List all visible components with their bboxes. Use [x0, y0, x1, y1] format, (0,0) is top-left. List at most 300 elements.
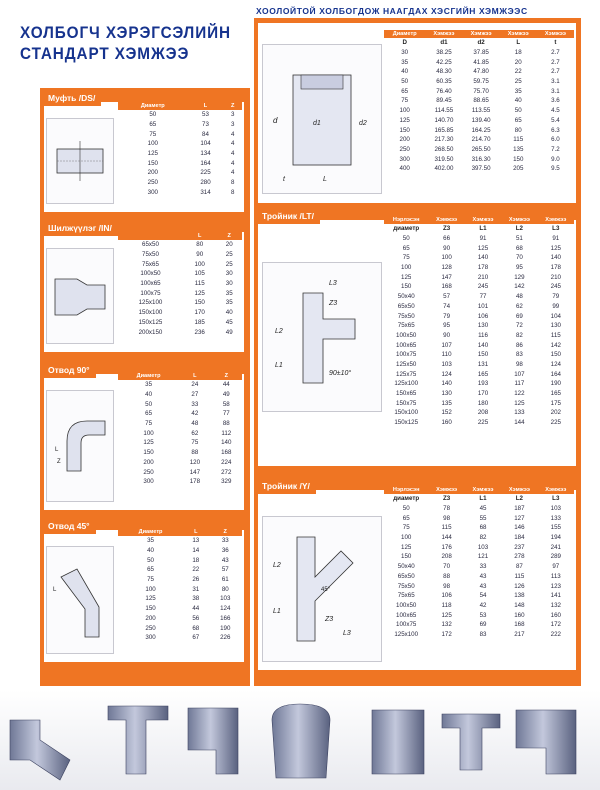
table-row [384, 523, 574, 533]
table-cell: 150 [401, 553, 412, 561]
table-cell: 132 [441, 621, 452, 629]
table-cell: 88.65 [473, 97, 489, 105]
table-cell: 44 [222, 381, 230, 389]
table-cell: 50 [402, 505, 410, 513]
column-header: L [179, 372, 210, 380]
table-cell: 110 [441, 351, 452, 359]
table-cell: 115 [441, 524, 452, 532]
table-row [118, 546, 242, 556]
table-row [118, 149, 242, 159]
cross-fitting-photo [442, 714, 500, 770]
table-cell: 150 [401, 283, 412, 291]
table-cell: 176 [441, 543, 452, 551]
table-row [118, 158, 242, 168]
table-cell: 194 [550, 534, 561, 542]
pipe-socket-drawing [263, 45, 381, 193]
table-cell: 175 [550, 399, 561, 407]
table-cell: 123 [550, 582, 561, 590]
table-cell: 33 [191, 400, 199, 408]
table-row [384, 311, 574, 321]
table-cell: 139.40 [471, 116, 491, 124]
reducer-drawing [47, 249, 113, 343]
table-cell: 170 [477, 390, 489, 398]
y-label-l3: L3 [343, 630, 351, 637]
table-cell: 113 [550, 572, 561, 580]
table-cell: 99 [552, 302, 560, 310]
table-row [118, 390, 242, 400]
table-cell: 100 [143, 429, 154, 437]
table-cell: 65 [147, 566, 154, 574]
table-cell: 120 [189, 458, 201, 466]
pipe-label-d: d [273, 116, 278, 125]
table-cell: 121 [477, 553, 489, 561]
table-cell: 33 [221, 537, 229, 545]
page-subtitle: ХООЛОЙТОЙ ХОЛБОГДОЖ НААГДАХ ХЭСГИЙН ХЭМЖЭЭС [256, 6, 528, 16]
table-cell: 35 [225, 289, 233, 297]
table-row [118, 327, 242, 337]
table-cell: 50 [401, 78, 409, 86]
table-cell: 200 [147, 169, 158, 177]
table-row [384, 601, 574, 611]
table-cell: 58 [222, 400, 230, 408]
tee-side-fitting-photo [516, 710, 576, 774]
column-subheader: Z3 [443, 495, 451, 503]
elbow90-label-z: Z [57, 459, 61, 465]
table-cell: 133 [550, 514, 561, 522]
table-cell: 104 [200, 140, 211, 148]
table-row [384, 48, 574, 58]
table-row [384, 77, 574, 87]
table-row [384, 389, 574, 399]
table-cell: 164 [550, 370, 561, 378]
table-cell: 100 [441, 254, 452, 262]
table-cell: 245 [550, 283, 561, 291]
table-cell: 65 [145, 410, 153, 418]
table-cell: 115 [550, 331, 561, 339]
table-cell: 300 [143, 478, 154, 486]
table-row [118, 188, 242, 198]
pipe-label-l: L [323, 176, 327, 183]
table-cell: 241 [550, 543, 561, 551]
table-row [384, 340, 574, 350]
table-cell: 65 [402, 244, 410, 252]
table-cell: 130 [441, 390, 452, 398]
lt-label-z3: Z3 [329, 300, 338, 307]
table-cell: 4 [230, 150, 235, 158]
table-cell: 40 [401, 68, 409, 76]
table-cell: 47.80 [473, 68, 489, 76]
table-cell: 130 [550, 322, 561, 330]
table-cell: 98 [515, 360, 523, 368]
table-row [118, 380, 242, 390]
y-label-angle: 45° [321, 587, 331, 593]
table-cell: 100 [401, 534, 412, 542]
table-row [118, 399, 242, 409]
table-cell: 187 [514, 505, 525, 513]
table-cell: 100x75 [396, 621, 417, 629]
table-cell: 86 [515, 341, 523, 349]
table-cell: 35 [147, 537, 154, 545]
table-cell: 210 [477, 273, 489, 281]
table-cell: 75 [147, 576, 154, 584]
table-cell: 100 [145, 585, 156, 593]
table-row [384, 562, 574, 572]
table-cell: 150x65 [396, 390, 417, 398]
table-cell: 25 [225, 251, 233, 259]
table-cell: 57 [443, 293, 451, 301]
table-cell: 88 [222, 420, 230, 428]
table-cell: 150x100 [138, 309, 163, 317]
table-row [118, 448, 242, 458]
table-cell: 116 [478, 331, 488, 339]
table-cell: 75 [145, 420, 153, 428]
table-cell: 222 [550, 630, 561, 638]
table-cell: 20 [225, 241, 233, 249]
table-cell: 83 [479, 630, 487, 638]
table-cell: 124 [220, 605, 231, 613]
header-row [384, 216, 574, 224]
column-subheader: L3 [552, 225, 560, 233]
in-diagram [46, 248, 114, 344]
table-cell: 75x50 [397, 582, 415, 590]
table-cell: 134 [200, 150, 211, 158]
pipe-label-d1: d1 [313, 120, 321, 127]
lt-table [384, 216, 574, 427]
table-row [384, 106, 574, 116]
table-cell: 180 [477, 399, 489, 407]
column-header: Хэмжээ [465, 486, 501, 494]
table-cell: 125x100 [138, 299, 163, 307]
table-cell: 48.30 [436, 68, 452, 76]
table-cell: 100x50 [396, 601, 417, 609]
column-subheader: L1 [479, 495, 487, 503]
elbow90-drawing [47, 391, 113, 501]
table-row [118, 110, 242, 120]
table-cell: 185 [194, 318, 205, 326]
table-cell: 265.50 [471, 145, 491, 153]
table-cell: 190 [220, 624, 231, 632]
table-cell: 329 [221, 478, 232, 486]
ds-section-title: Муфть /DS/ [42, 90, 101, 106]
lt-label-l1: L1 [275, 362, 283, 369]
table-cell: 125 [514, 399, 525, 407]
table-row [384, 125, 574, 135]
table-cell: 75 [402, 254, 410, 262]
pipe-table [384, 30, 574, 174]
table-cell: 268.50 [434, 145, 454, 153]
table-cell: 125 [147, 150, 158, 158]
reducer-fitting-photo [272, 704, 330, 778]
y-table [384, 486, 574, 639]
table-row [118, 240, 242, 250]
table-row [118, 409, 242, 419]
table-cell: 106 [441, 592, 452, 600]
table-cell: 50 [402, 235, 410, 243]
table-cell: 400 [399, 165, 410, 173]
table-cell: 4 [230, 159, 235, 167]
e45-table [118, 528, 242, 643]
table-cell: 118 [441, 601, 452, 609]
table-cell: 73 [202, 121, 209, 129]
table-cell: 168 [221, 449, 232, 457]
lt-section-title: Тройник /LT/ [256, 208, 320, 224]
table-cell: 49 [225, 328, 233, 336]
table-cell: 65x50 [397, 302, 415, 310]
table-cell: 100x50 [140, 270, 161, 278]
page-title [20, 22, 232, 64]
table-cell: 125 [550, 244, 561, 252]
table-cell: 84 [202, 130, 209, 138]
table-row [118, 279, 242, 289]
table-cell: 150x100 [394, 409, 419, 417]
table-cell: 62 [191, 429, 199, 437]
table-cell: 165 [550, 390, 561, 398]
table-row [118, 428, 242, 438]
table-cell: 25 [514, 78, 522, 86]
table-cell: 51 [515, 235, 523, 243]
table-cell: 278 [514, 553, 525, 561]
e45-diagram [46, 546, 114, 654]
table-cell: 75x50 [397, 312, 415, 320]
table-cell: 49 [222, 391, 230, 399]
table-cell: 50x40 [397, 293, 415, 301]
column-header: Хэмжээ [428, 486, 464, 494]
table-cell: 13 [192, 537, 200, 545]
fittings-photo [0, 690, 600, 790]
table-cell: 70 [515, 254, 523, 262]
table-cell: 54 [479, 592, 487, 600]
table-cell: 75x65 [142, 260, 159, 268]
lt-label-l2: L2 [275, 328, 283, 335]
subheader-row [384, 38, 574, 48]
column-header: Хэмжээ [463, 30, 500, 38]
table-cell: 42.25 [436, 58, 452, 66]
table-row [384, 513, 574, 523]
table-cell: 42 [191, 410, 199, 418]
table-row [384, 145, 574, 155]
table-cell: 4.5 [551, 107, 560, 115]
table-cell: 150 [143, 449, 154, 457]
column-header: Хэмжээ [538, 486, 574, 494]
table-cell: 115 [513, 136, 524, 144]
table-cell: 9.5 [551, 165, 560, 173]
column-header: Диаметр [118, 372, 179, 380]
table-cell: 75 [402, 524, 410, 532]
table-cell: 103 [441, 360, 452, 368]
table-cell: 125 [441, 611, 452, 619]
table-cell: 150x75 [396, 399, 417, 407]
table-cell: 68 [479, 524, 487, 532]
table-cell: 107 [441, 341, 452, 349]
table-cell: 100x75 [140, 289, 161, 297]
table-cell: 40 [514, 97, 522, 105]
table-cell: 225 [477, 419, 489, 427]
table-cell: 75 [149, 130, 157, 138]
table-cell: 300 [147, 188, 158, 196]
header-row [118, 102, 242, 110]
table-cell: 50 [147, 556, 154, 564]
table-cell: 35 [514, 87, 522, 95]
lt-label-l3: L3 [329, 280, 337, 287]
table-cell: 190 [550, 380, 561, 388]
table-cell: 184 [514, 534, 525, 542]
table-cell: 150x125 [394, 419, 419, 427]
table-cell: 170 [194, 309, 205, 317]
table-cell: 250 [145, 624, 156, 632]
table-cell: 2.7 [551, 58, 560, 66]
table-cell: 214.70 [471, 136, 491, 144]
table-cell: 3.1 [551, 78, 560, 86]
table-row [118, 623, 242, 633]
table-cell: 57 [221, 566, 229, 574]
table-cell: 150 [513, 155, 524, 163]
table-cell: 133 [514, 409, 525, 417]
table-row [384, 135, 574, 145]
table-cell: 165 [477, 370, 489, 378]
table-cell: 100 [147, 140, 158, 148]
table-row [384, 398, 574, 408]
table-cell: 68 [192, 624, 200, 632]
column-header: Хэмжээ [425, 30, 462, 38]
table-cell: 30 [401, 49, 409, 57]
header-row [118, 232, 242, 240]
table-cell: 30 [225, 280, 233, 288]
table-row [118, 458, 242, 468]
y-label-z3: Z3 [325, 616, 334, 623]
table-cell: 125x50 [396, 360, 417, 368]
table-cell: 26 [192, 576, 200, 584]
y-label-l2: L2 [273, 562, 281, 569]
table-cell: 150 [399, 126, 410, 134]
table-cell: 67 [192, 634, 200, 642]
table-row [118, 477, 242, 487]
table-row [384, 572, 574, 582]
table-cell: 217 [514, 630, 525, 638]
ds-table [118, 102, 242, 197]
table-cell: 35 [225, 299, 233, 307]
table-cell: 250 [147, 179, 158, 187]
column-subheader: d2 [477, 39, 485, 47]
title-line-2: СТАНДАРТ ХЭМЖЭЭ [20, 44, 190, 63]
table-cell: 106 [477, 312, 489, 320]
table-row [384, 253, 574, 263]
table-row [384, 263, 574, 273]
table-cell: 18 [514, 49, 522, 57]
column-header: Z [211, 372, 242, 380]
table-cell: 95 [443, 322, 451, 330]
table-cell: 397.50 [471, 165, 491, 173]
table-cell: 78 [443, 505, 451, 513]
table-cell: 3.6 [551, 97, 560, 105]
table-cell: 97 [552, 563, 560, 571]
table-cell: 125x75 [396, 370, 417, 378]
table-row [384, 379, 574, 389]
table-row [118, 308, 242, 318]
table-cell: 160 [441, 419, 452, 427]
table-cell: 314 [200, 188, 211, 196]
table-cell: 172 [550, 621, 561, 629]
table-row [384, 630, 574, 640]
table-cell: 237 [514, 543, 525, 551]
table-cell: 101 [477, 302, 489, 310]
table-cell: 2.7 [551, 68, 560, 76]
table-cell: 172 [441, 630, 452, 638]
table-cell: 147 [189, 468, 201, 476]
table-cell: 100x75 [396, 351, 417, 359]
table-row [384, 504, 574, 514]
table-cell: 6.3 [551, 126, 560, 134]
table-cell: 4 [230, 140, 235, 148]
column-subheader: L2 [515, 225, 524, 233]
table-row [118, 288, 242, 298]
table-cell: 90 [443, 331, 451, 339]
table-cell: 90 [443, 244, 451, 252]
table-cell: 41.85 [473, 58, 489, 66]
table-row [118, 178, 242, 188]
table-cell: 75x65 [397, 322, 415, 330]
column-header: L [188, 102, 224, 110]
table-cell: 72 [515, 322, 523, 330]
e90-table [118, 372, 242, 487]
table-row [384, 234, 574, 244]
table-row [118, 250, 242, 260]
table-row [384, 408, 574, 418]
table-cell: 45 [479, 505, 487, 513]
column-subheader: d1 [440, 39, 448, 47]
table-cell: 144 [514, 419, 525, 427]
table-cell: 33 [479, 563, 487, 571]
table-row [384, 360, 574, 370]
table-cell: 74 [443, 302, 451, 310]
lt-diagram [262, 262, 382, 412]
table-row [384, 321, 574, 331]
table-cell: 142 [514, 283, 525, 291]
table-cell: 5.4 [551, 116, 560, 124]
table-cell: 104 [550, 312, 561, 320]
column-subheader: L [516, 39, 521, 47]
table-cell: 50x40 [397, 563, 415, 571]
table-cell: 65 [402, 514, 410, 522]
table-cell: 225 [200, 169, 211, 177]
table-row [384, 533, 574, 543]
column-header: L [183, 232, 217, 240]
table-cell: 125 [401, 543, 412, 551]
table-cell: 236 [194, 328, 205, 336]
table-cell: 289 [550, 553, 561, 561]
table-cell: 50 [145, 400, 153, 408]
table-cell: 98 [443, 514, 451, 522]
table-cell: 128 [441, 264, 452, 272]
table-row [384, 620, 574, 630]
table-cell: 115 [194, 280, 205, 288]
table-row [384, 610, 574, 620]
table-cell: 164 [200, 159, 211, 167]
header-row [384, 30, 574, 38]
table-row [118, 438, 242, 448]
table-cell: 200x150 [138, 328, 163, 336]
table-cell: 148 [514, 601, 525, 609]
table-cell: 91 [552, 235, 560, 243]
table-row [118, 168, 242, 178]
table-cell: 225 [550, 419, 561, 427]
table-cell: 30 [225, 270, 233, 278]
subheader-row [384, 494, 574, 504]
table-cell: 35 [145, 381, 153, 389]
table-cell: 44 [192, 605, 200, 613]
table-row [118, 536, 242, 546]
tee-y-drawing [263, 517, 381, 661]
column-header: Диаметр [118, 102, 188, 110]
